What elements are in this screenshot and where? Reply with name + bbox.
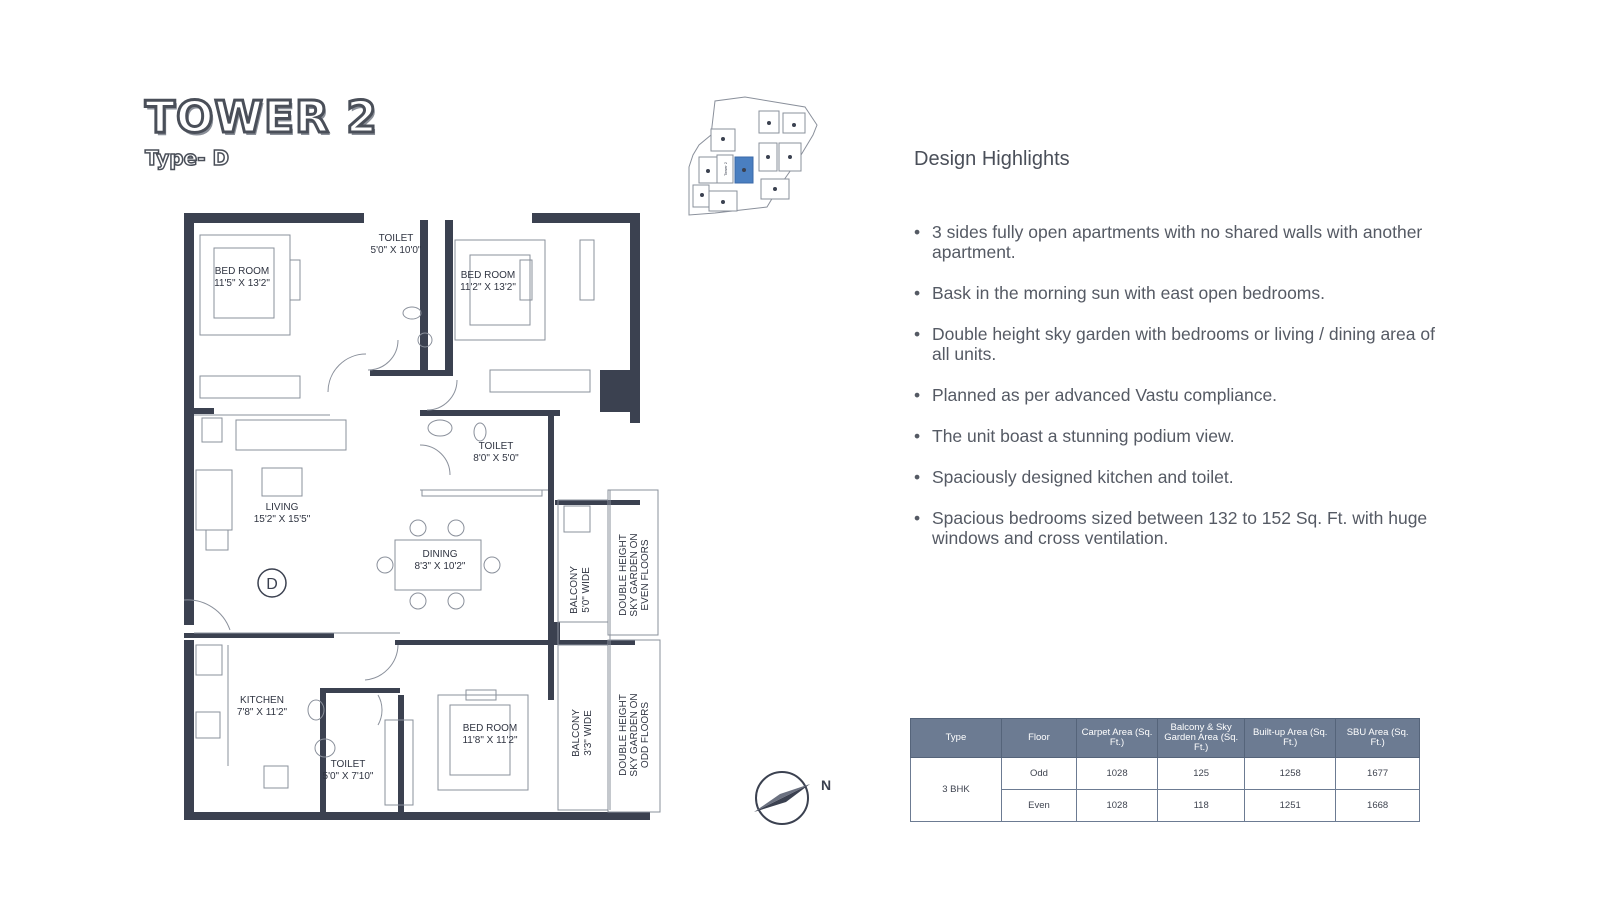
- design-highlights-list: [914, 222, 1454, 569]
- design-highlights-title: Design Highlights: [914, 148, 1070, 170]
- carpet-cell: 1028: [1076, 790, 1157, 822]
- header-floor: Floor: [1001, 719, 1076, 758]
- header-type: Type: [911, 719, 1002, 758]
- title-block: [145, 92, 378, 170]
- toilet3-name: TOILET: [330, 759, 366, 770]
- sbu-cell: 1677: [1336, 758, 1420, 790]
- bedroom1-name: BED ROOM: [214, 266, 270, 277]
- unit-marker: D: [266, 576, 278, 593]
- key-plan: [675, 95, 845, 225]
- highlight-item: • Double height sky garden with bedrooms or living / dining area of all units.: [914, 324, 1454, 364]
- builtup-cell: 1258: [1245, 758, 1336, 790]
- highlight-item: • Bask in the morning sun with east open bedrooms.: [914, 283, 1454, 303]
- balcony2-size: 3'3" WIDE: [583, 710, 594, 756]
- highlight-item: • Spaciously designed kitchen and toilet.: [914, 467, 1454, 487]
- header-builtup-area: Built-up Area (Sq. Ft.): [1245, 719, 1336, 758]
- highlight-item: • 3 sides fully open apartments with no shared walls with another apartment.: [914, 222, 1454, 262]
- skygarden-odd-line2: SKY GARDEN ON: [629, 693, 640, 777]
- living-size: 15'2" X 15'5": [253, 514, 311, 525]
- bedroom3-name: BED ROOM: [462, 723, 518, 734]
- toilet3-size: 5'0" X 7'10": [322, 771, 374, 782]
- skygarden-odd-line1: DOUBLE HEIGHT: [618, 694, 629, 776]
- tower-title: TOWER 2: [145, 92, 378, 143]
- dining-size: 8'3" X 10'2": [414, 561, 466, 572]
- header-sbu-area: SBU Area (Sq. Ft.): [1336, 719, 1420, 758]
- kitchen-size: 7'8" X 11'2": [236, 707, 288, 718]
- toilet2-size: 8'0" X 5'0": [473, 453, 519, 464]
- dining-name: DINING: [422, 549, 458, 560]
- highlight-item: • Planned as per advanced Vastu compliance.: [914, 385, 1454, 405]
- skygarden-odd-line3: ODD FLOORS: [640, 701, 651, 769]
- balcony1-size: 5'0" WIDE: [581, 567, 592, 613]
- balcony2-name: BALCONY: [571, 709, 582, 757]
- header-carpet-area: Carpet Area (Sq. Ft.): [1076, 719, 1157, 758]
- skygarden-even-line3: EVEN FLOORS: [640, 539, 651, 611]
- builtup-cell: 1251: [1245, 790, 1336, 822]
- floor-cell: Even: [1001, 790, 1076, 822]
- area-table: [910, 718, 1420, 822]
- type-value: 3 BHK: [911, 758, 1002, 822]
- type-label: Type- D: [145, 146, 230, 170]
- floor-cell: Odd: [1001, 758, 1076, 790]
- toilet2-name: TOILET: [478, 441, 514, 452]
- bedroom3-size: 11'8" X 11'2": [462, 735, 518, 746]
- bedroom2-size: 11'2" X 13'2": [460, 282, 516, 293]
- kitchen-name: KITCHEN: [240, 695, 284, 706]
- toilet1-name: TOILET: [378, 233, 414, 244]
- toilet1-size: 5'0" X 10'0": [370, 245, 422, 256]
- balcony-cell: 118: [1158, 790, 1245, 822]
- carpet-cell: 1028: [1076, 758, 1157, 790]
- header-balcony-area: Balcony & Sky Garden Area (Sq. Ft.): [1158, 719, 1245, 758]
- key-plan-tower-label: Tower 2: [723, 161, 728, 177]
- table-header-row: [911, 719, 1420, 758]
- balcony-cell: 125: [1158, 758, 1245, 790]
- compass-icon: [752, 768, 842, 828]
- balcony1-name: BALCONY: [569, 566, 580, 614]
- skygarden-even-line1: DOUBLE HEIGHT: [618, 534, 629, 616]
- bedroom1-size: 11'5" X 13'2": [214, 278, 270, 289]
- table-row: [911, 758, 1420, 790]
- sbu-cell: 1668: [1336, 790, 1420, 822]
- highlight-item: • The unit boast a stunning podium view.: [914, 426, 1454, 446]
- living-name: LIVING: [265, 502, 299, 513]
- bedroom2-name: BED ROOM: [460, 270, 516, 281]
- floor-plan: [170, 200, 690, 830]
- skygarden-even-line2: SKY GARDEN ON: [629, 533, 640, 617]
- highlight-item: • Spacious bedrooms sized between 132 to 152 Sq. Ft. with huge windows and cross ventilation.: [914, 508, 1454, 548]
- compass-north-label: N: [820, 777, 832, 793]
